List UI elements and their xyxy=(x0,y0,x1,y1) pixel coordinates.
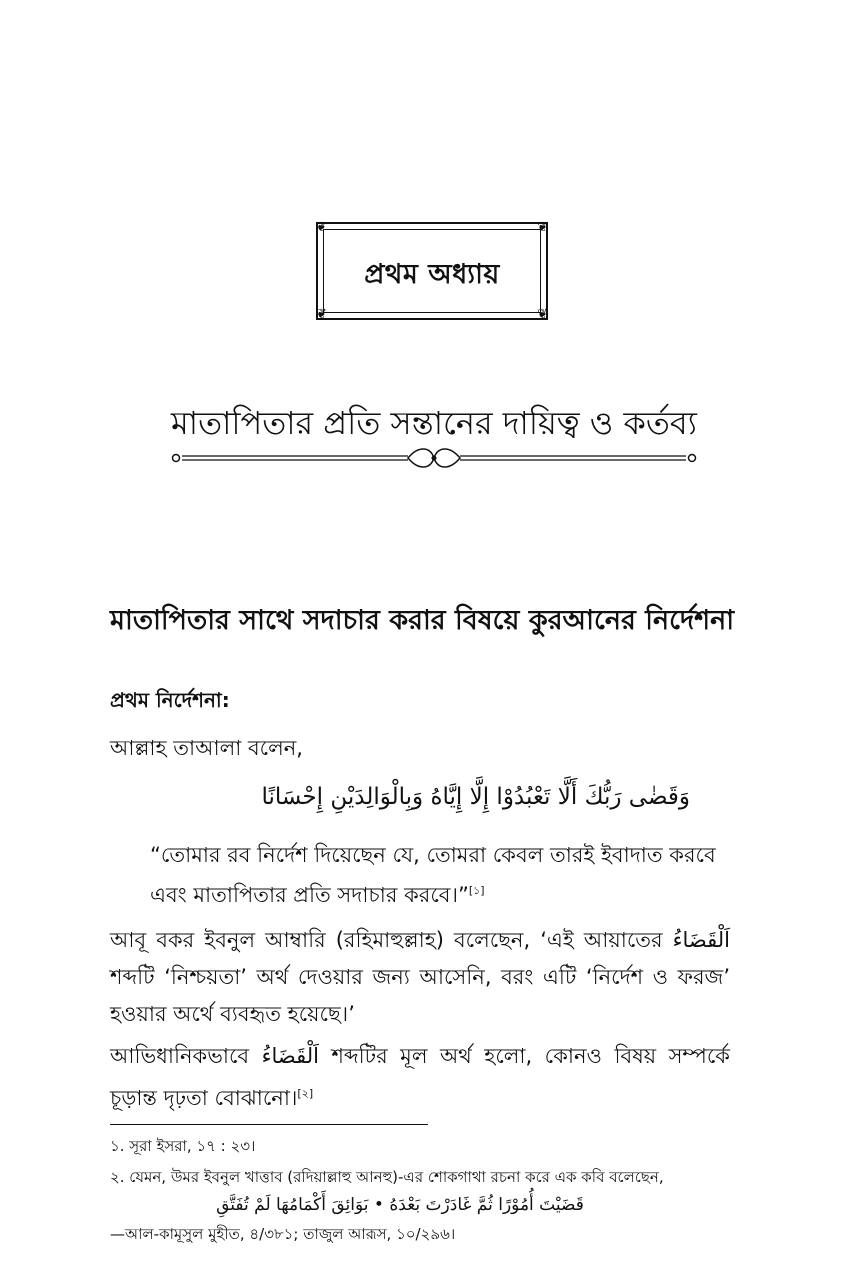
verse-translation xyxy=(150,838,728,913)
paragraph xyxy=(110,922,730,1033)
chapter-title-frame xyxy=(316,222,548,320)
paragraph-text: আভিধানিকভাবে اَلْقَضَاءُ শব্দটির মূল অর্থ হলো, কোনও বিষয় সম্পর্কে চূড়ান্ত দৃঢ়তা বোঝানো। xyxy=(110,1044,730,1110)
ornament-corner-icon: ❦ xyxy=(537,307,548,322)
ornament-corner-icon: ❦ xyxy=(537,220,548,235)
footnote-ref[interactable]: [১] xyxy=(468,884,485,897)
intro-text: আল্লাহ তাআলা বলেন, xyxy=(110,736,303,760)
section-title: মাতাপিতার প্রতি সন্তানের দায়িত্ব ও কর্তব্য xyxy=(171,404,697,442)
ornament-corner-icon: ❦ xyxy=(316,220,327,235)
footnote-arabic-verse: قَضَيْتَ أُمُوْرًا ثُمَّ غَادَرْتَ بَعْدَهُ • بَوَائِقَ أَكْمَامُهَا لَمْ تُفَتَّقِ xyxy=(216,1195,584,1215)
footnote-ref[interactable]: [২] xyxy=(297,1087,314,1100)
footnote-source: —আল-কামূসুল মুহীত, ৪/৩৮১; তাজুল আরূস, ১০/২৯৬। xyxy=(110,1225,456,1243)
footnote: ২. যেমন, উমর ইবনুল খাত্তাব (রদিয়াল্লাহু আনহু)-এর শোকগাথা রচনা করে এক কবি বলেছেন, xyxy=(110,1168,664,1186)
arabic-verse: وَقَضٰى رَبُّكَ أَلَّا تَعْبُدُوْا إِلَّا إِيَّاهُ وَبِالْوَالِدَيْنِ إِحْسَانًا xyxy=(261,784,690,810)
instruction-label: প্রথম নির্দেশনা: xyxy=(110,688,230,712)
paragraph-text: আবূ বকর ইবনুল আম্বারি (রহিমাহুল্লাহ) বলেছেন, ‘এই আয়াতের اَلْقَضَاءُ শব্দটি ‘নিশ্চয়তা’ অর্থ দেওয়ার জন্য আসেনি, বরং এটি ‘নির্দেশ ও ফরজ’ হওয়ার অর্থে ব্যবহৃত হয়েছে।’ xyxy=(110,928,730,1026)
paragraph xyxy=(110,1038,730,1117)
ornament-corner-icon: ❦ xyxy=(316,307,327,322)
ornamental-divider-icon xyxy=(168,446,700,470)
subheading: মাতাপিতার সাথে সদাচার করার বিষয়ে কুরআনের নির্দেশনা xyxy=(110,605,735,636)
translation-text: “তোমার রব নির্দেশ দিয়েছেন যে, তোমরা কেবল তারই ইবাদাত করবে এবং মাতাপিতার প্রতি সদাচার করবে।” xyxy=(150,843,716,907)
chapter-title: প্রথম অধ্যায় xyxy=(364,259,500,290)
footnote-divider xyxy=(110,1124,428,1125)
footnote: ১. সূরা ইসরা, ১৭ : ২৩। xyxy=(110,1137,256,1155)
